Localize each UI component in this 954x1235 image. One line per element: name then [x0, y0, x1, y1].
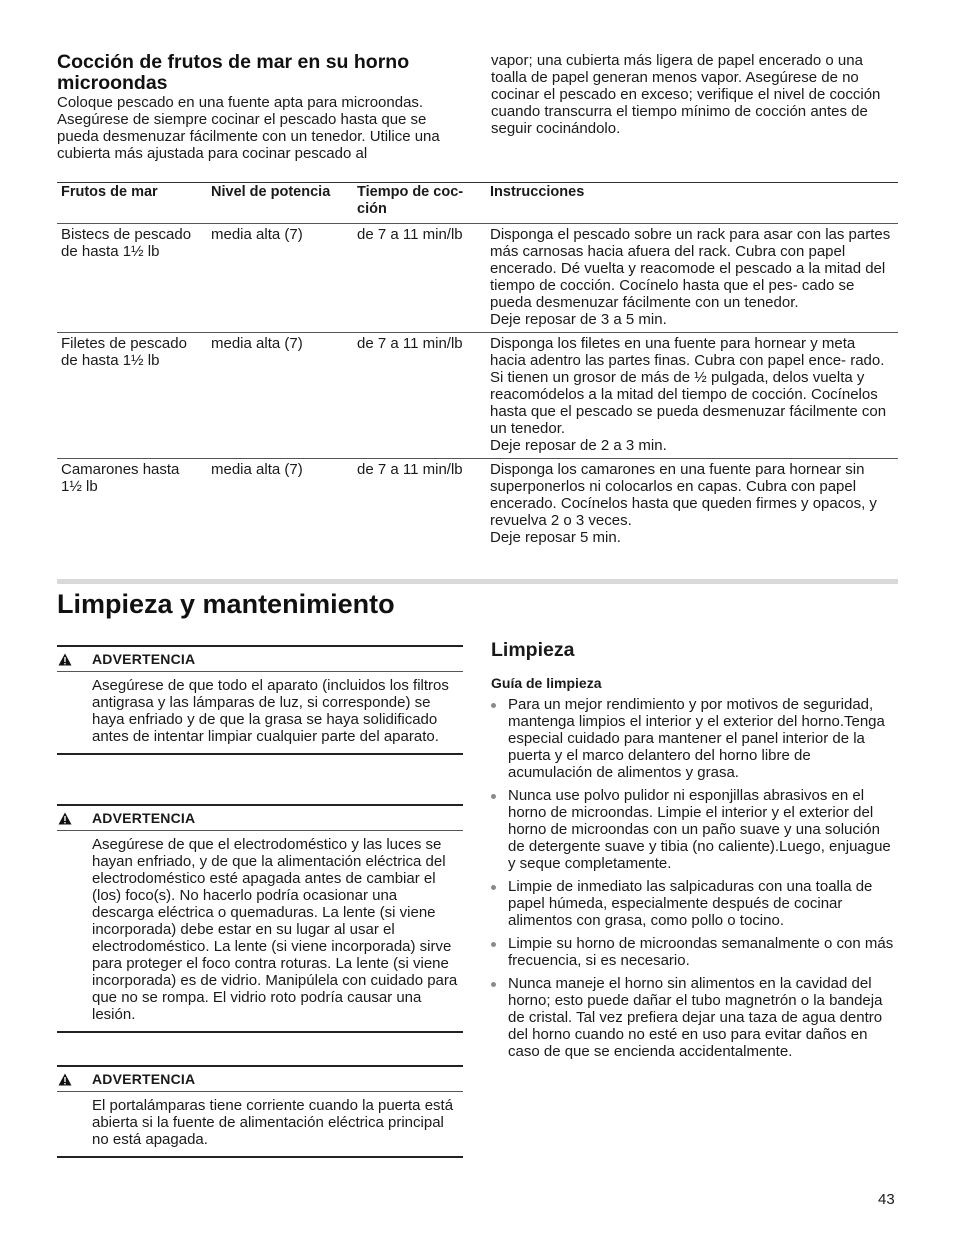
- warning-header: [57, 1065, 463, 1092]
- seafood-section-title: Cocción de frutos de mar en su horno microondas: [57, 51, 410, 94]
- warning-box-3: [57, 1065, 463, 1158]
- warning-label: ADVERTENCIA: [92, 651, 196, 667]
- warning-text: Asegúrese de que todo el aparato (incluidos los filtros antigrasa y las lámparas de luz, si corresponde) se haya enfriado y de que la grasa se haya solidificado antes de intentar limpiar cualquier parte del aparato.: [92, 677, 449, 745]
- bullet-dot-icon: [491, 982, 496, 987]
- list-item: [491, 975, 898, 1060]
- row-rest-text: Deje reposar de 3 a 5 min.: [490, 311, 667, 328]
- seafood-intro-text-left: Coloque pescado en una fuente apta para microondas. Asegúrese de siempre cocinar el pescado hasta que se pueda desmenuzar fácilmente con un tenedor. Utilice una cubierta más ajustada para cocinar pescado al: [57, 94, 440, 162]
- header-cooking-time: Tiempo de coc- ción: [357, 184, 464, 217]
- cleaning-guide-title: Guía de limpieza: [491, 675, 602, 691]
- warning-text: Asegúrese de que el electrodoméstico y las luces se hayan enfriado, y de que la alimentación eléctrica del electrodoméstico esté apagada antes de cambiar el (los) foco(s). No hacerlo podría ocasionar una descarga eléctrica o quemaduras. La lente (si viene incorporada) debe estar en su lugar al usar el electrodoméstico. La lente (si viene incorporada) sirve para proteger el foco contra roturas. La lente (si viene incorporada) es de vidrio. Manipúlela con cuidado para que no se rompa. El vidrio roto podría causar una lesión.: [92, 836, 458, 1023]
- list-item-text: Limpie de inmediato las salpicaduras con una toalla de papel húmeda, especialmente después de cocinar alimentos con grasa, como pollo o tocino.: [508, 878, 873, 929]
- row-power: media alta (7): [211, 461, 303, 478]
- header-power-level: Nivel de potencia: [211, 184, 331, 200]
- seafood-intro-left: [57, 52, 465, 162]
- row-rest-text: Deje reposar 5 min.: [490, 529, 621, 546]
- row-item: Bistecs de pescado de hasta 1½ lb: [61, 226, 192, 260]
- bullet-dot-icon: [491, 942, 496, 947]
- row-instructions-text: Disponga los filetes en una fuente para hornear y meta hacia adentro las partes finas. Cubra con papel ence- rado. Si tienen un grosor de más de ½ pulgada, delos vuelta y reacomódelos a la mitad del tiempo de cocción. Cocínelos hasta que el pescado se pueda desmenuzar fácilmente con un tenedor.: [490, 335, 887, 437]
- row-rest-text: Deje reposar de 2 a 3 min.: [490, 437, 667, 454]
- list-item-text: Nunca use polvo pulidor ni esponjillas abrasivos en el horno de microondas. Limpie el interior y el exterior del horno de microondas con un paño suave y una solución de detergente suave y tibia (no caliente).Luego, enjuague y seque completamente.: [508, 787, 891, 872]
- maintenance-title: Limpieza y mantenimiento: [57, 589, 395, 619]
- warning-triangle-icon: [57, 1073, 80, 1086]
- table-row: [57, 333, 898, 459]
- header-seafood: Frutos de mar: [61, 184, 158, 200]
- row-power: media alta (7): [211, 226, 303, 243]
- table-row: [57, 459, 898, 550]
- list-item-text: Para un mejor rendimiento y por motivos de seguridad, mantenga limpios el interior y el exterior del horno.Tenga especial cuidado para mantener el panel interior de la puerta y el marco delantero del horno libre de acumulación de alimentos y grasa.: [508, 696, 885, 781]
- list-item: [491, 878, 898, 929]
- list-item: [491, 787, 898, 872]
- seafood-intro-right: [491, 52, 898, 137]
- list-item: [491, 935, 898, 969]
- section-divider: [57, 579, 898, 584]
- bullet-dot-icon: [491, 885, 496, 890]
- warning-box-1: [57, 645, 463, 755]
- table-row: [57, 224, 898, 333]
- warning-box-2: [57, 804, 463, 1033]
- list-item: [491, 696, 898, 781]
- seafood-cooking-table: [57, 182, 898, 550]
- bullet-dot-icon: [491, 794, 496, 799]
- row-instructions: [486, 333, 898, 458]
- bullet-dot-icon: [491, 703, 496, 708]
- row-power: media alta (7): [211, 335, 303, 352]
- table-header-row: [57, 183, 898, 224]
- warning-text: El portalámparas tiene corriente cuando la puerta está abierta si la fuente de alimentación eléctrica principal no está apagada.: [92, 1097, 454, 1148]
- cleaning-title: Limpieza: [491, 639, 575, 661]
- warning-label: ADVERTENCIA: [92, 1071, 196, 1087]
- row-time: de 7 a 11 min/lb: [357, 335, 463, 352]
- cleaning-guide-list: [491, 696, 898, 1060]
- list-item-text: Nunca maneje el horno sin alimentos en la cavidad del horno; esto puede dañar el tubo magnetrón o la bandeja de cristal. Tal vez prefiera dejar una taza de agua dentro del horno cuando no esté en uso para evitar daños en caso de que se encienda accidentalmente.: [508, 975, 883, 1060]
- row-item: Camarones hasta 1½ lb: [61, 461, 180, 495]
- warning-triangle-icon: [57, 812, 80, 825]
- seafood-intro-text-right: vapor; una cubierta más ligera de papel encerado o una toalla de papel generan menos vapor. Asegúrese de no cocinar el pescado en exceso; verifique el nivel de cocción cuando transcurra el tiempo mínimo de cocción antes de seguir cocinándolo.: [491, 52, 881, 137]
- warning-header: [57, 804, 463, 831]
- row-time: de 7 a 11 min/lb: [357, 226, 463, 243]
- warning-header: [57, 645, 463, 672]
- list-item-text: Limpie su horno de microondas semanalmente o con más frecuencia, si es necesario.: [508, 935, 894, 969]
- row-instructions: [486, 459, 898, 550]
- cleaning-section: [491, 638, 898, 1066]
- row-time: de 7 a 11 min/lb: [357, 461, 463, 478]
- warning-label: ADVERTENCIA: [92, 810, 196, 826]
- warning-triangle-icon: [57, 653, 80, 666]
- row-item: Filetes de pescado de hasta 1½ lb: [61, 335, 187, 369]
- row-instructions-text: Disponga el pescado sobre un rack para asar con las partes más carnosas hacia afuera del rack. Cubra con papel encerado. Dé vuelta y reacomode el pescado a la mitad del tiempo de cocción. Cocínelo hasta que el pes- cado se pueda desmenuzar fácilmente con un tenedor.: [490, 226, 891, 311]
- page-number: 43: [878, 1191, 895, 1208]
- row-instructions-text: Disponga los camarones en una fuente para hornear sin superponerlos ni colocarlos en capas. Cubra con papel encerado. Cocínelos hasta que queden firmes y opacos, y revuelva 2 o 3 veces.: [490, 461, 877, 529]
- header-instructions: Instrucciones: [490, 184, 585, 200]
- row-instructions: [486, 224, 898, 332]
